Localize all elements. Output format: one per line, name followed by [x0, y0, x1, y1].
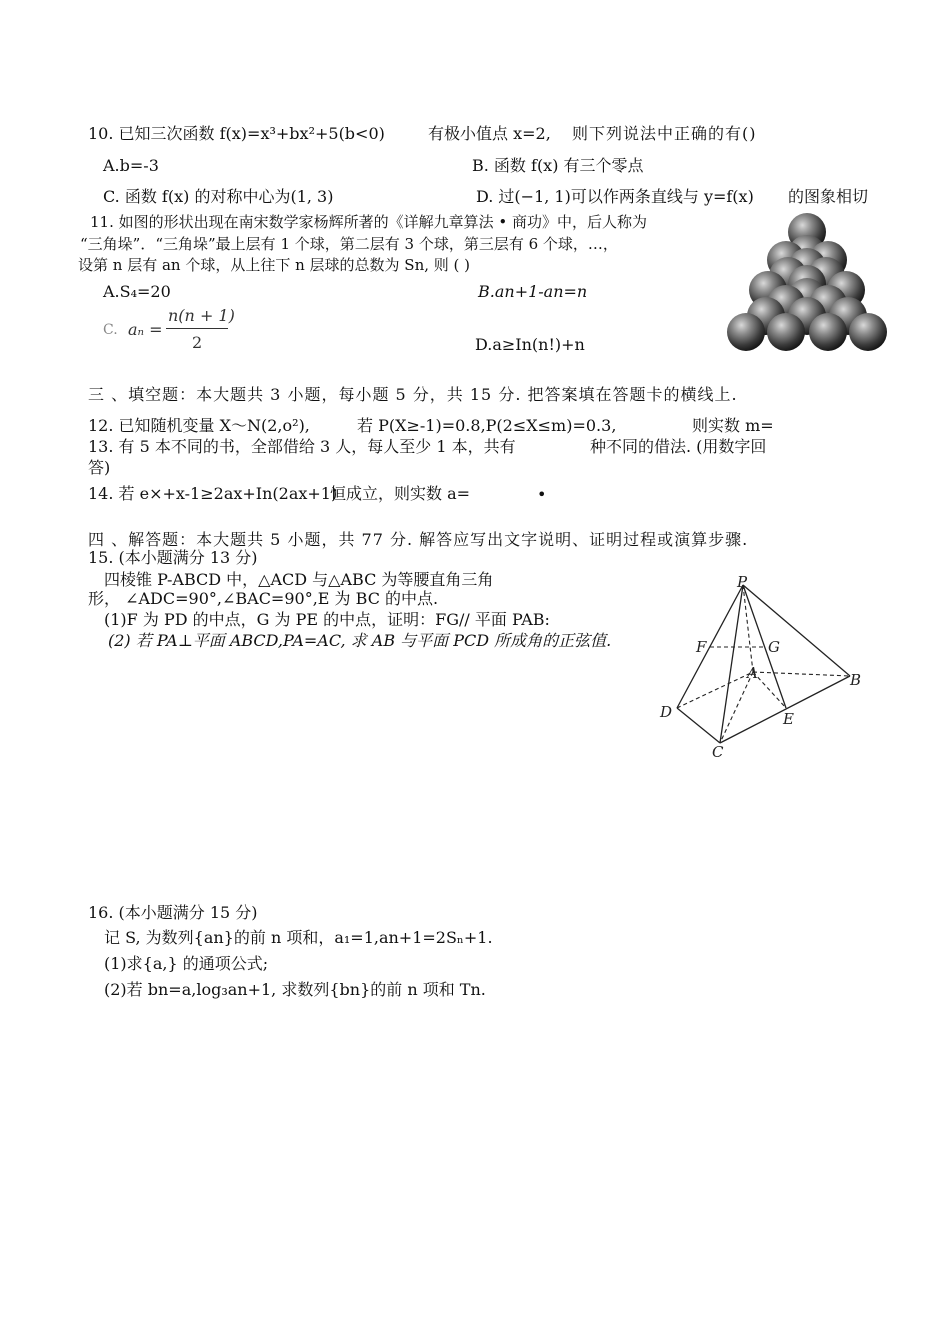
q10-option-a: A.b=-3: [103, 156, 159, 175]
q10-stem: 10. 已知三次函数 f(x)=x³+bx²+5(b<0): [88, 124, 385, 143]
q11-option-c-label: C.: [103, 322, 118, 338]
q15-line-4: (2) 若 PA⊥平面 ABCD,PA=AC, 求 AB 与平面 PCD 所成角的正弦值.: [108, 631, 612, 650]
triangular-ball-stack-figure: [724, 212, 890, 358]
q15-line-2: 形， ∠ADC=90°,∠BAC=90°,E 为 BC 的中点.: [88, 589, 439, 608]
q11-option-c-numerator: n(n + 1): [168, 306, 235, 325]
q11-line-3: 设第 n 层有 an 个球，从上往下 n 层球的总数为 Sn, 则 ( ): [78, 256, 471, 274]
q10-option-b: B. 函数 f(x) 有三个零点: [472, 156, 644, 175]
q10-option-c: C. 函数 f(x) 的对称中心为(1, 3): [103, 187, 334, 206]
q11-line-1: 11. 如图的形状出现在南宋数学家杨辉所著的《详解九章算法 • 商功》中，后人称为: [90, 213, 648, 231]
q16-line-1: 记 S, 为数列{an}的前 n 项和，a₁=1,an+1=2Sₙ+1.: [104, 928, 493, 947]
q14-part-b: 恒成立，则实数 a=: [330, 484, 471, 503]
vertex-label-c: C: [712, 743, 724, 761]
q15-line-1: 四棱锥 P-ABCD 中，△ACD 与△ABC 为等腰直角三角: [104, 570, 494, 589]
fraction-bar: [166, 328, 228, 329]
q11-option-a: A.S₄=20: [103, 282, 171, 301]
q11-option-b: B.an+1-an=n: [478, 282, 588, 301]
q12-part-a: 12. 已知随机变量 X～N(2,o²),: [88, 416, 310, 435]
vertex-label-b: B: [850, 671, 862, 689]
q11-option-d: D.a≥In(n!)+n: [475, 335, 585, 354]
q13-line-1-end: 种不同的借法. (用数字回: [590, 437, 767, 456]
vertex-label-p: P: [737, 573, 748, 591]
q16-line-2: (1)求{a,} 的通项公式;: [104, 954, 269, 973]
q11-option-c-denominator: 2: [192, 333, 203, 352]
q11-line-2: “三角垛”．“三角垛”最上层有 1 个球，第二层有 3 个球，第三层有 6 个球，…，: [80, 235, 618, 253]
q10-option-d: D. 过(−1, 1)可以作两条直线与 y=f(x): [476, 187, 754, 206]
section-4-heading: 四 、解答题：本大题共 5 小题，共 77 分. 解答应写出文字说明、证明过程或演算步骤.: [88, 530, 749, 549]
q15-heading: 15. (本小题满分 13 分): [88, 548, 258, 567]
q11-option-c-lhs: aₙ =: [128, 320, 163, 339]
q10-stem-end: 则下列说法中正确的有(): [572, 124, 757, 143]
point-label-e: E: [783, 710, 794, 728]
section-3-heading: 三 、填空题：本大题共 3 小题，每小题 5 分，共 15 分. 把答案填在答题卡的横线上.: [88, 385, 738, 404]
ball: [767, 313, 805, 351]
pyramid-p-abcd-figure: [650, 572, 880, 762]
q10-stem-mid: 有极小值点 x=2,: [428, 124, 551, 143]
q12-part-b: 若 P(X≥-1)=0.8,P(2≤X≤m)=0.3,: [357, 416, 617, 435]
q10-option-d-end: 的图象相切: [788, 187, 869, 206]
ball: [727, 313, 765, 351]
q12-part-c: 则实数 m=: [692, 416, 774, 435]
vertex-label-d: D: [660, 703, 673, 721]
q16-line-3: (2)若 bn=a,log₃an+1, 求数列{bn}的前 n 项和 Tn.: [104, 980, 486, 999]
ball: [809, 313, 847, 351]
q13-line-2: 答): [88, 458, 111, 477]
vertex-label-a: A: [747, 664, 758, 682]
q14-part-a: 14. 若 e×+x-1≥2ax+In(2ax+1): [88, 484, 338, 503]
q13-line-1: 13. 有 5 本不同的书，全部借给 3 人，每人至少 1 本，共有: [88, 437, 516, 456]
q14-dot: •: [537, 485, 547, 504]
q15-line-3: (1)F 为 PD 的中点，G 为 PE 的中点，证明：FG// 平面 PAB:: [104, 610, 550, 629]
q16-heading: 16. (本小题满分 15 分): [88, 903, 258, 922]
point-label-g: G: [768, 638, 780, 656]
point-label-f: F: [696, 638, 707, 656]
ball: [849, 313, 887, 351]
